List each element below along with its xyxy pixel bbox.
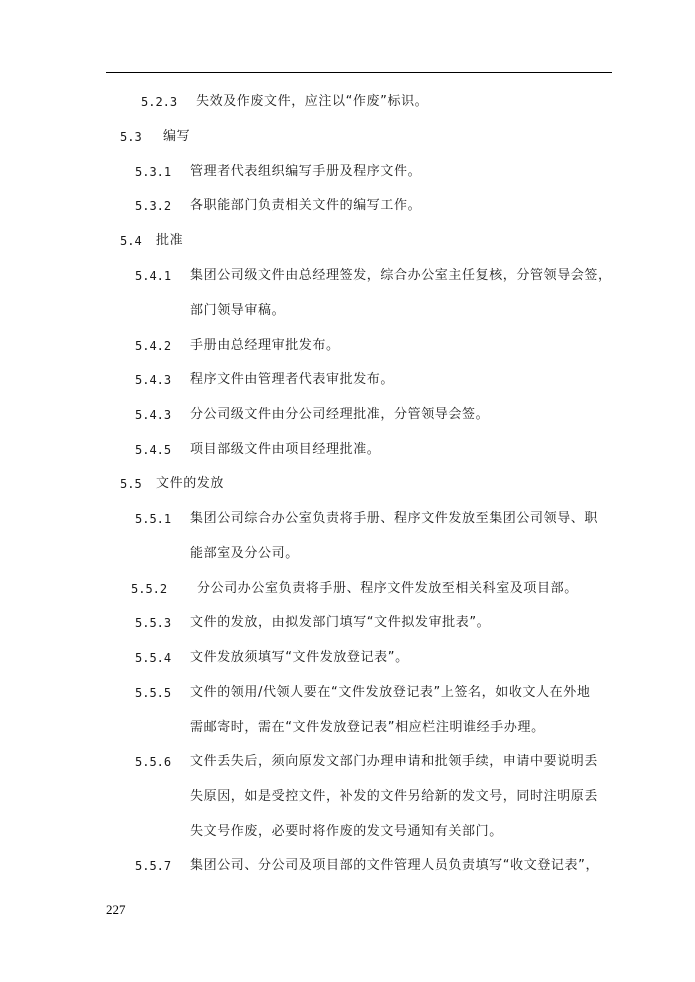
clause-number: 5.5	[120, 477, 142, 491]
clause-number: 5.3.2	[135, 199, 172, 213]
clause-text: 文件的领用/代领人要在“文件发放登记表”上签名，如收文人在外地	[190, 685, 591, 700]
clause-text: 集团公司级文件由总经理签发，综合办公室主任复核，分管领导会签，	[190, 268, 612, 283]
clause-number: 5.4.1	[135, 269, 172, 283]
clause-text: 编写	[163, 129, 191, 144]
clause-text: 各职能部门负责相关文件的编写工作。	[190, 198, 422, 213]
clause-text: 管理者代表组织编写手册及程序文件。	[190, 164, 422, 179]
header-rule	[106, 72, 612, 73]
clause-text: 失文号作废，必要时将作废的发文号通知有关部门。	[190, 824, 503, 839]
clause-text: 分公司级文件由分公司经理批准，分管领导会签。	[190, 407, 490, 422]
clause-text: 能部室及分公司。	[190, 546, 299, 561]
clause-number: 5.4	[120, 234, 142, 248]
clause-text: 文件的发放，由拟发部门填写“文件拟发审批表”。	[190, 615, 491, 630]
clause-number: 5.5.2	[131, 582, 168, 596]
clause-number: 5.3.1	[135, 165, 172, 179]
clause-text: 程序文件由管理者代表审批发布。	[190, 372, 395, 387]
clause-text: 文件发放须填写“文件发放登记表”。	[190, 650, 409, 665]
clause-number: 5.4.2	[135, 339, 172, 353]
clause-number: 5.4.5	[135, 443, 172, 457]
clause-number: 5.5.5	[135, 686, 172, 700]
clause-text: 集团公司、分公司及项目部的文件管理人员负责填写“收文登记表”，	[190, 858, 600, 873]
page-number: 227	[106, 902, 126, 917]
clause-number: 5.4.3	[135, 408, 172, 422]
clause-number: 5.5.6	[135, 755, 172, 769]
clause-number: 5.5.1	[135, 512, 172, 526]
clause-number: 5.5.3	[135, 616, 172, 630]
clause-text: 手册由总经理审批发布。	[190, 338, 340, 353]
clause-number: 5.4.3	[135, 373, 172, 387]
clause-number: 5.3	[120, 130, 142, 144]
clause-text: 集团公司综合办公室负责将手册、程序文件发放至集团公司领导、职	[190, 511, 599, 526]
clause-text: 文件的发放	[156, 476, 225, 491]
clause-text: 分公司办公室负责将手册、程序文件发放至相关科室及项目部。	[197, 581, 578, 596]
clause-text: 失原因，如是受控文件，补发的文件另给新的发文号，同时注明原丢	[190, 789, 599, 804]
clause-text: 批准	[156, 233, 184, 248]
clause-text: 文件丢失后，须向原发文部门办理申请和批领手续，申请中要说明丢	[190, 754, 599, 769]
clause-number: 5.5.4	[135, 651, 172, 665]
clause-text: 失效及作废文件，应注以“作废”标识。	[196, 94, 429, 109]
clause-number: 5.5.7	[135, 859, 172, 873]
clause-text: 部门领导审稿。	[190, 303, 286, 318]
clause-number: 5.2.3	[141, 95, 178, 109]
clause-text: 项目部级文件由项目经理批准。	[190, 442, 381, 457]
clause-text: 需邮寄时，需在“文件发放登记表”相应栏注明谁经手办理。	[190, 720, 545, 735]
